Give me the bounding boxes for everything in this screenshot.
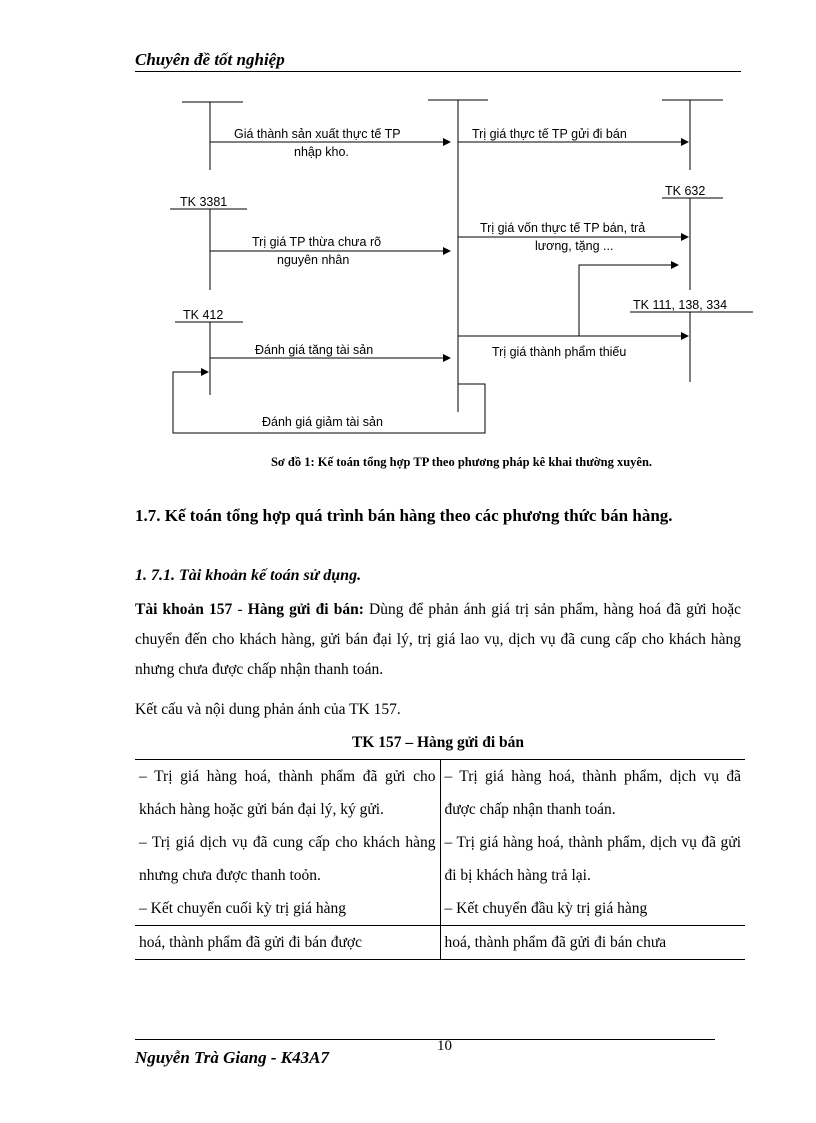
- account-dash: -: [232, 601, 248, 618]
- arrow-6-label: Trị giá thành phẩm thiếu: [492, 345, 627, 359]
- credit-cell: hoá, thành phẩm đã gửi đi bán chưa: [440, 926, 745, 960]
- credit-cell: – Kết chuyển đầu kỳ trị giá hàng: [444, 900, 648, 917]
- arrow-1-label-1: Giá thành sản xuất thực tế TP: [234, 127, 401, 141]
- debit-cell: – Trị giá hàng hoá, thành phẩm đã gửi cho khách hàng hoặc gửi bán đại lý, ký gửi.: [135, 760, 440, 827]
- debit-cell: – Kết chuyển cuối kỳ trị giá hàng: [135, 892, 440, 926]
- account-description-text: Dùng để phản ánh giá trị sản phẩm, hàng hoá đã gửi hoặc chuyển đến cho khách hàng, gửi bán đại lý, trị giá lao vụ, dịch vụ đã cung cấp cho khách hàng nhưng chưa được chấp nhận thanh toán.: [135, 601, 741, 678]
- arrow-7-label: Đánh giá giảm tài sản: [262, 415, 383, 429]
- tk111-label: TK 111, 138, 334: [633, 298, 728, 312]
- credit-cell: – Trị giá hàng hoá, thành phẩm, dịch vụ đã được chấp nhận thanh toán.: [440, 760, 745, 827]
- tk632-label: TK 632: [665, 184, 706, 198]
- arrow-5-label: Đánh giá tăng tài sản: [255, 343, 374, 357]
- diagram-caption: Sơ đồ 1: Kế toán tổng hợp TP theo phương pháp kê khai thường xuyên.: [270, 455, 653, 469]
- tk3381-label: TK 3381: [180, 195, 228, 209]
- arrow-3-label-1: Trị giá TP thừa chưa rõ: [252, 235, 382, 249]
- credit-cell: – Trị giá hàng hoá, thành phẩm, dịch vụ đã gửi đi bị khách hàng trả lại.: [444, 834, 741, 884]
- arrow-1-label-2: nhập kho.: [294, 145, 349, 159]
- t-account-table-title: TK 157 – Hàng gửi đi bán: [351, 734, 525, 751]
- subsection-heading: 1. 7.1. Tài khoản kế toán sử dụng.: [135, 567, 362, 584]
- arrow-2-label: Trị giá thực tế TP gửi đi bán: [472, 127, 627, 141]
- page-header-title: Chuyên đề tốt nghiệp: [135, 50, 285, 69]
- arrow-4-label-2: lương, tặng ...: [535, 239, 614, 253]
- tk412-label: TK 412: [183, 308, 224, 322]
- footer-rule: [135, 1039, 715, 1040]
- account-title-bold: Hàng gửi đi bán:: [247, 601, 364, 618]
- structure-intro: Kết cấu và nội dung phản ánh của TK 157.: [135, 701, 401, 718]
- footer-author: Nguyễn Trà Giang - K43A7: [135, 1048, 329, 1067]
- debit-cell: – Trị giá dịch vụ đã cung cấp cho khách hàng nhưng chưa được thanh toỏn.: [135, 826, 440, 892]
- page-number: 10: [437, 1038, 452, 1054]
- t-account-table: [135, 759, 745, 960]
- header-rule: [135, 71, 741, 72]
- table-row: [135, 892, 745, 926]
- accounting-flow-diagram: [160, 90, 760, 440]
- account-description: [135, 595, 741, 685]
- arrow-3-label-2: nguyên nhân: [277, 253, 350, 267]
- debit-cell: hoá, thành phẩm đã gửi đi bán được: [135, 926, 440, 960]
- table-row: [135, 760, 745, 827]
- section-heading: 1.7. Kế toán tổng hợp quá trình bán hàng theo các phương thức bán hàng.: [135, 506, 673, 525]
- table-row: [135, 826, 745, 892]
- account-name-bold: Tài khoản 157: [135, 601, 233, 618]
- table-row: [135, 926, 745, 960]
- arrow-4-label-1: Trị giá vốn thực tế TP bán, trả: [480, 221, 646, 235]
